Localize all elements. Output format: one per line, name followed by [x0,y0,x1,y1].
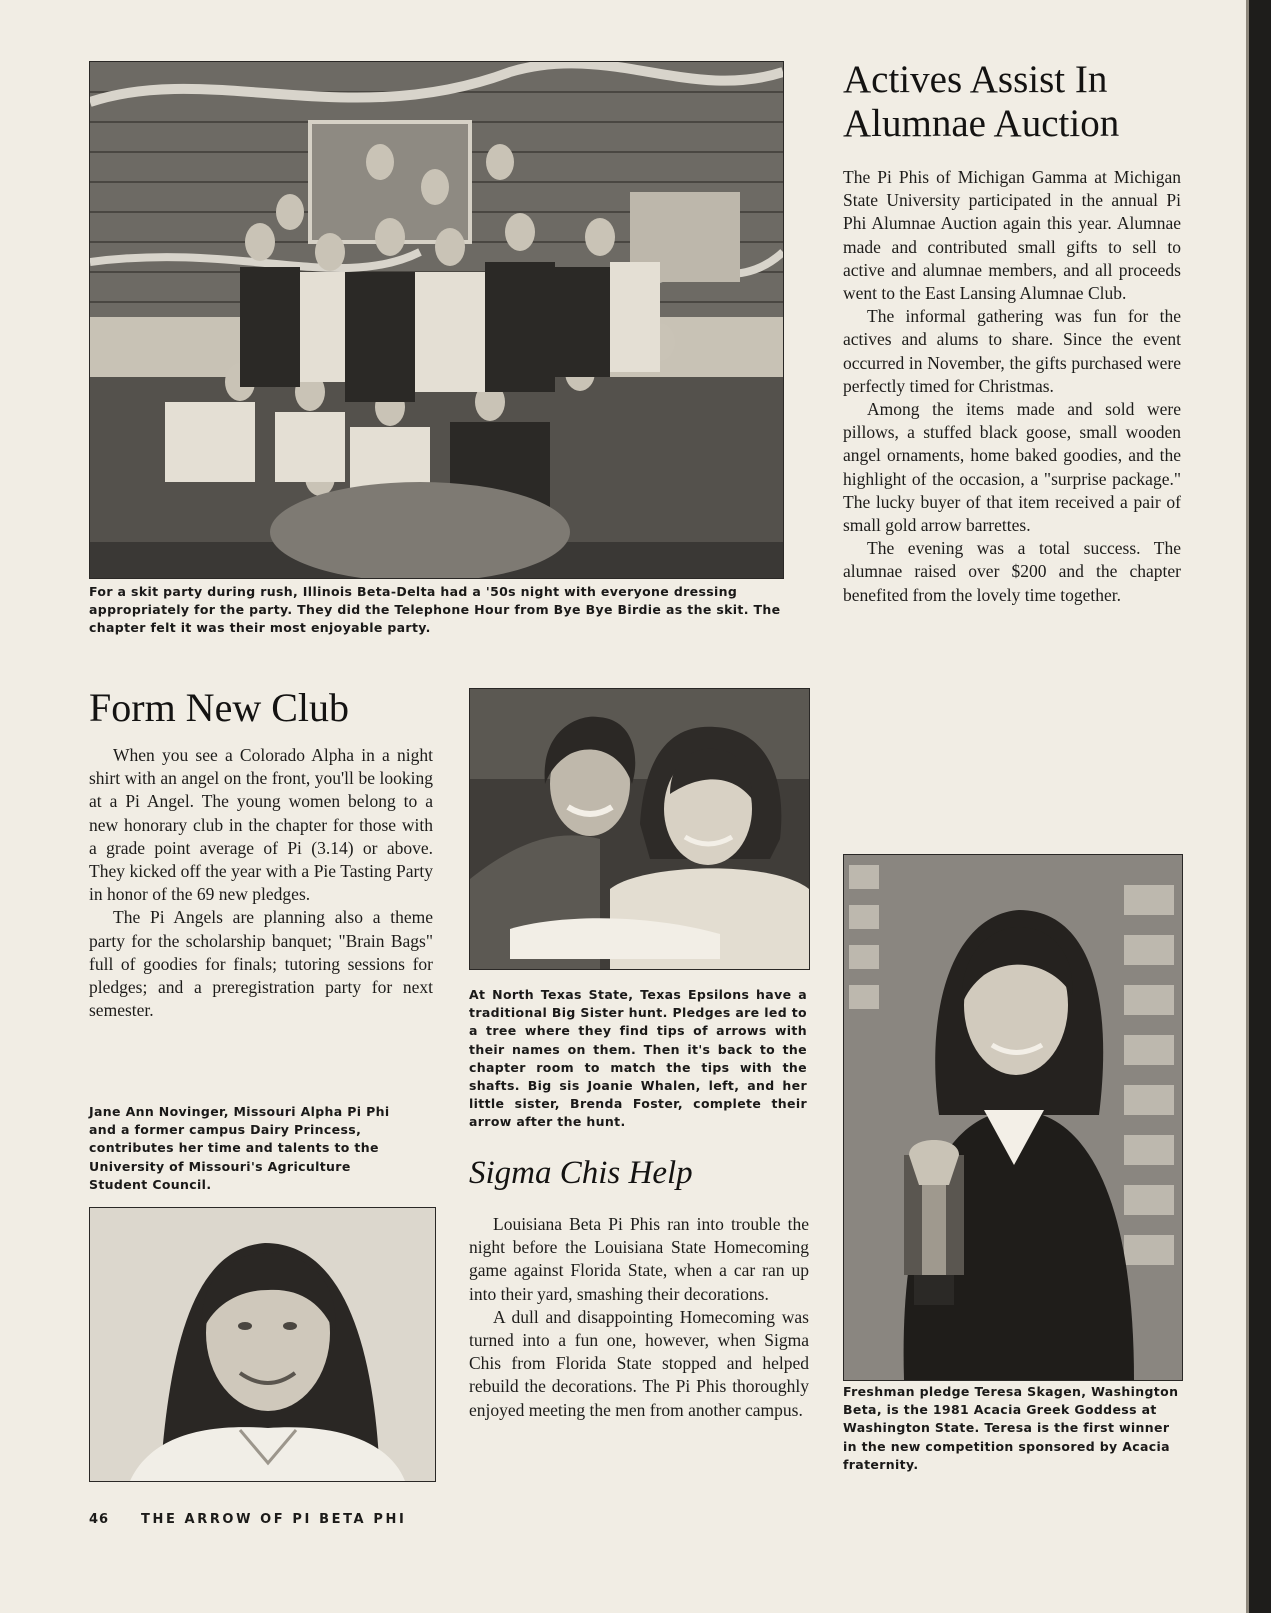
actives-auction-body [843,166,1181,607]
sigma-chis-help-body [469,1213,809,1422]
running-title: THE ARROW OF PI BETA PHI [141,1512,407,1527]
form-new-club-headline: Form New Club [89,685,349,730]
actives-auction-headline: Actives Assist In Alumnae Auction [843,58,1120,145]
form-new-club-body [89,744,433,1022]
sigma-paragraph: A dull and disappointing Homecoming was turned into a fun one, however, when Sigma Chis from Florida State stopped and helped rebuild the decorations. The Pi Phis thoroughly enjoyed meeting the men from another campus. [469,1306,809,1420]
missouri-caption: Jane Ann Novinger, Missouri Alpha Pi Phi and a former campus Dairy Princess, contributes her time and talents to the University of Missouri's Agriculture Student Council. [89,1104,390,1192]
skit-party-photo [89,61,784,579]
actives-paragraph: The informal gathering was fun for the actives and alums to share. Since the event occurred in November, the gifts purchased were perfectly timed for Christmas. [843,306,1181,396]
page-number: 46 [89,1512,110,1527]
washington-caption: Freshman pledge Teresa Skagen, Washington Beta, is the 1981 Acacia Greek Goddess at Washington State. Teresa is the first winner in the new competition sponsored by Acacia fraternity. [843,1384,1179,1472]
page-binding-edge [1249,0,1271,1613]
form-club-paragraph: When you see a Colorado Alpha in a night shirt with an angel on the front, you'll be looking at a Pi Angel. The young women belong to a new honorary club in the chapter for those with a grade point average of Pi (3.14) or above. They kicked off the year with a Pie Tasting Party in honor of the 69 new pledges. [89,745,433,905]
form-club-paragraph: The Pi Angels are planning also a theme party for the scholarship banquet; "Brain Bags" full of goodies for finals; tutoring sessions for pledges; and a preregistration party for next semester. [89,907,433,1021]
actives-paragraph: The evening was a total success. The alumnae raised over $200 and the chapter benefited from the lovely time together. [843,538,1181,605]
skit-party-caption: For a skit party during rush, Illinois Beta-Delta had a '50s night with everyone dressing appropriately for the party. They did the Telephone Hour from Bye Bye Birdie as the skit. The chapter felt it was their most enjoyable party. [89,584,781,636]
north-texas-photo [469,688,810,970]
washington-portrait-photo [843,854,1183,1381]
actives-paragraph: The Pi Phis of Michigan Gamma at Michigan State University participated in the annual Pi Phi Alumnae Auction again this year. Alumnae made and contributed small gifts to sell to active and alumnae members, and all proceeds went to the East Lansing Alumnae Club. [843,167,1181,304]
sigma-paragraph: Louisiana Beta Pi Phis ran into trouble the night before the Louisiana State Homecoming game against Florida State, when a car ran up into their yard, smashing their decorations. [469,1214,809,1304]
missouri-portrait-photo [89,1207,436,1482]
north-texas-caption: At North Texas State, Texas Epsilons have a traditional Big Sister hunt. Pledges are led to a tree where they find tips of arrows with their names on them. Then it's back to the chapter room to match the tips with the shafts. Big sis Joanie Whalen, left, and her little sister, Brenda Foster, complete their arrow after the hunt. [469,987,807,1130]
sigma-chis-help-headline: Sigma Chis Help [469,1155,693,1191]
actives-paragraph: Among the items made and sold were pillows, a stuffed black goose, small wooden angel ornaments, home baked goodies, and the highlight of the occasion, a "surprise package." The lucky buyer of that item received a pair of small gold arrow barrettes. [843,399,1181,536]
page-gutter-shadow [1246,0,1249,1613]
